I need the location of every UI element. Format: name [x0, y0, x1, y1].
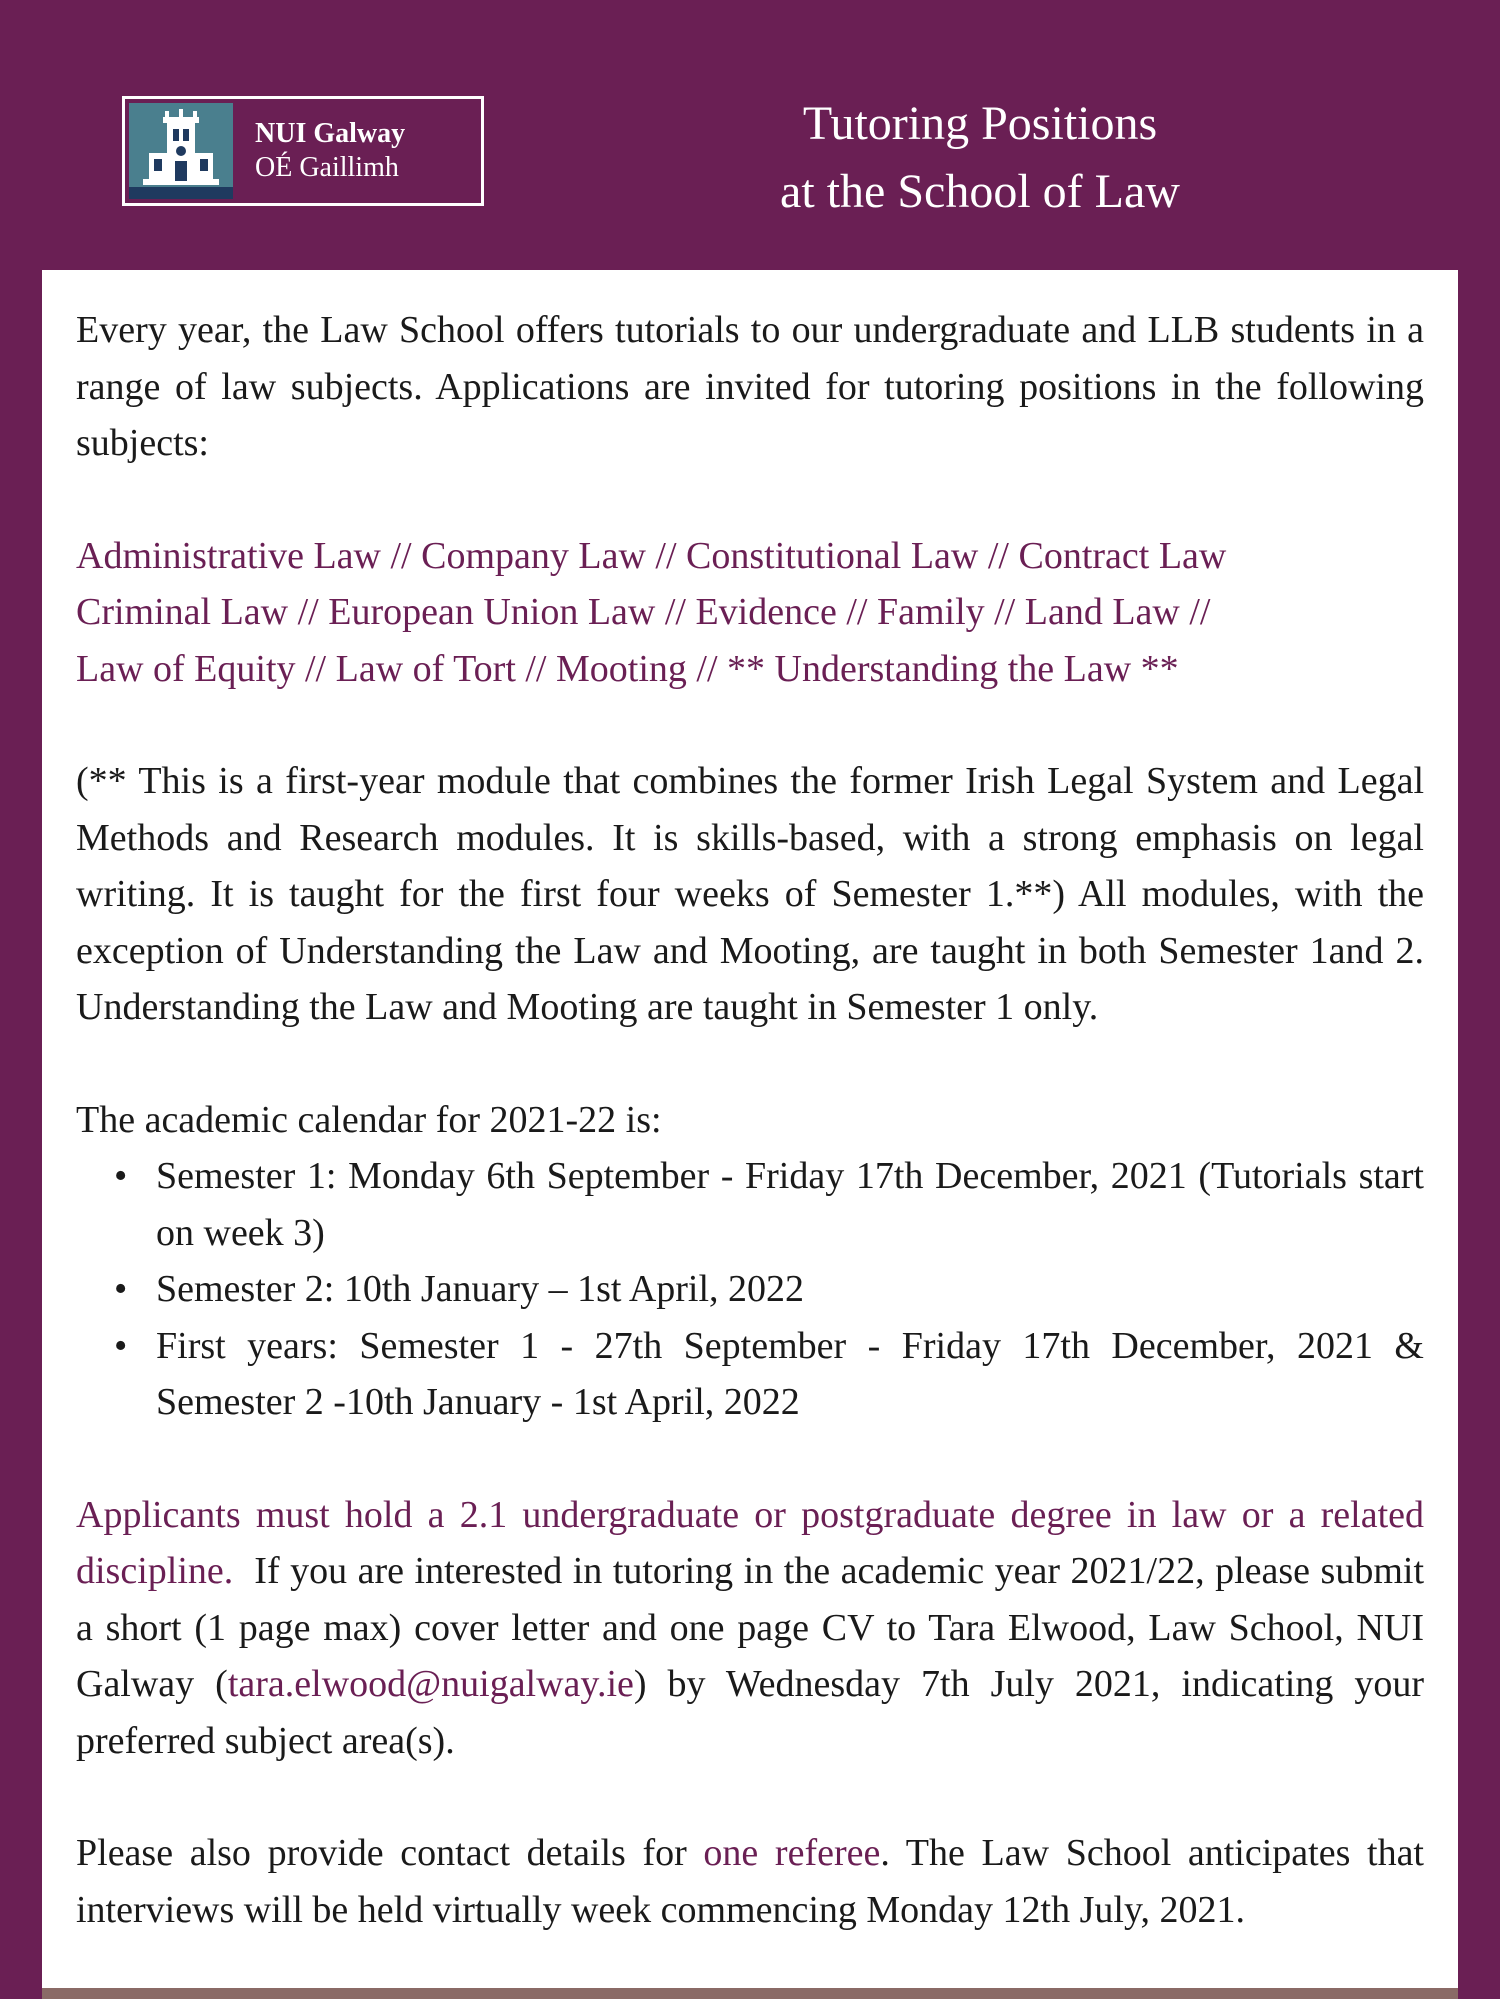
- referee-highlight: one referee: [703, 1832, 881, 1874]
- subjects-line-3: Law of Equity // Law of Tort // Mooting // ** Understanding the Law **: [76, 647, 1179, 690]
- page-title: [700, 90, 1260, 226]
- title-line-2: at the School of Law: [780, 165, 1180, 218]
- calendar-item-semester-2: • Semester 2: 10th January – 1st April, 2022: [156, 1261, 1424, 1318]
- bottom-image-strip: [42, 1988, 1458, 1999]
- intro-paragraph: Every year, the Law School offers tutorials to our undergraduate and LLB students in a range of law subjects. Applications are invited for tutoring positions in the following subjects:: [76, 309, 1424, 464]
- application-deadline: ) by Wednesday 7th July 2021, indicating your preferred subject area(s).: [76, 1663, 1424, 1762]
- subjects-line-2: Criminal Law // European Union Law // Evidence // Family // Land Law //: [76, 591, 1211, 633]
- university-tower-icon: [129, 103, 233, 199]
- module-note-paragraph: (** This is a first-year module that combines the former Irish Legal System and Legal Methods and Research modules. It is skills-based, with a strong emphasis on legal writing. It is taught for the first four weeks of Semester 1.**) All modules, with the exception of Understanding the Law and Mooting, are taught in both Semester 1and 2. Understanding the Law and Mooting are taught in Semester 1 only.: [76, 760, 1424, 1028]
- nui-galway-logo: [122, 96, 484, 206]
- logo-name-irish: OÉ Gaillimh: [255, 152, 399, 183]
- referee-text-start: Please also provide contact details for: [76, 1832, 704, 1874]
- referee-paragraph: [76, 1825, 1424, 1938]
- subjects-list: [76, 528, 1424, 698]
- logo-name-english: NUI Galway: [255, 118, 406, 149]
- calendar-heading: The academic calendar for 2021-22 is:: [76, 1098, 662, 1141]
- contact-email-link[interactable]: tara.elwood@nuigalway.ie: [227, 1663, 634, 1705]
- referee-text-end: . The Law School anticipates that interviews will be held virtually week commencing Monday 12th July, 2021.: [76, 1832, 1424, 1931]
- application-paragraph: [76, 1487, 1424, 1770]
- calendar-item-first-years: • First years: Semester 1 - 27th September - Friday 17th December, 2021 & Semester 2 -10th January - 1st April, 2022: [156, 1318, 1424, 1431]
- logo-wordmark: [255, 117, 405, 185]
- degree-requirement: Applicants must hold a 2.1 undergraduate or postgraduate degree in law or a related discipline.: [76, 1493, 1424, 1592]
- subjects-line-1: Administrative Law // Company Law // Constitutional Law // Contract Law: [76, 534, 1227, 577]
- calendar-item-semester-1: • Semester 1: Monday 6th September - Friday 17th December, 2021 (Tutorials start on week 3): [156, 1148, 1424, 1261]
- calendar-list: [76, 1148, 1424, 1431]
- title-line-1: Tutoring Positions: [802, 97, 1158, 150]
- document-body: [76, 302, 1424, 1938]
- application-instructions: If you are interested in tutoring in the academic year 2021/22, please submit a short (1 page max) cover letter and one page CV to Tara Elwood, Law School, NUI Galway (: [76, 1550, 1425, 1705]
